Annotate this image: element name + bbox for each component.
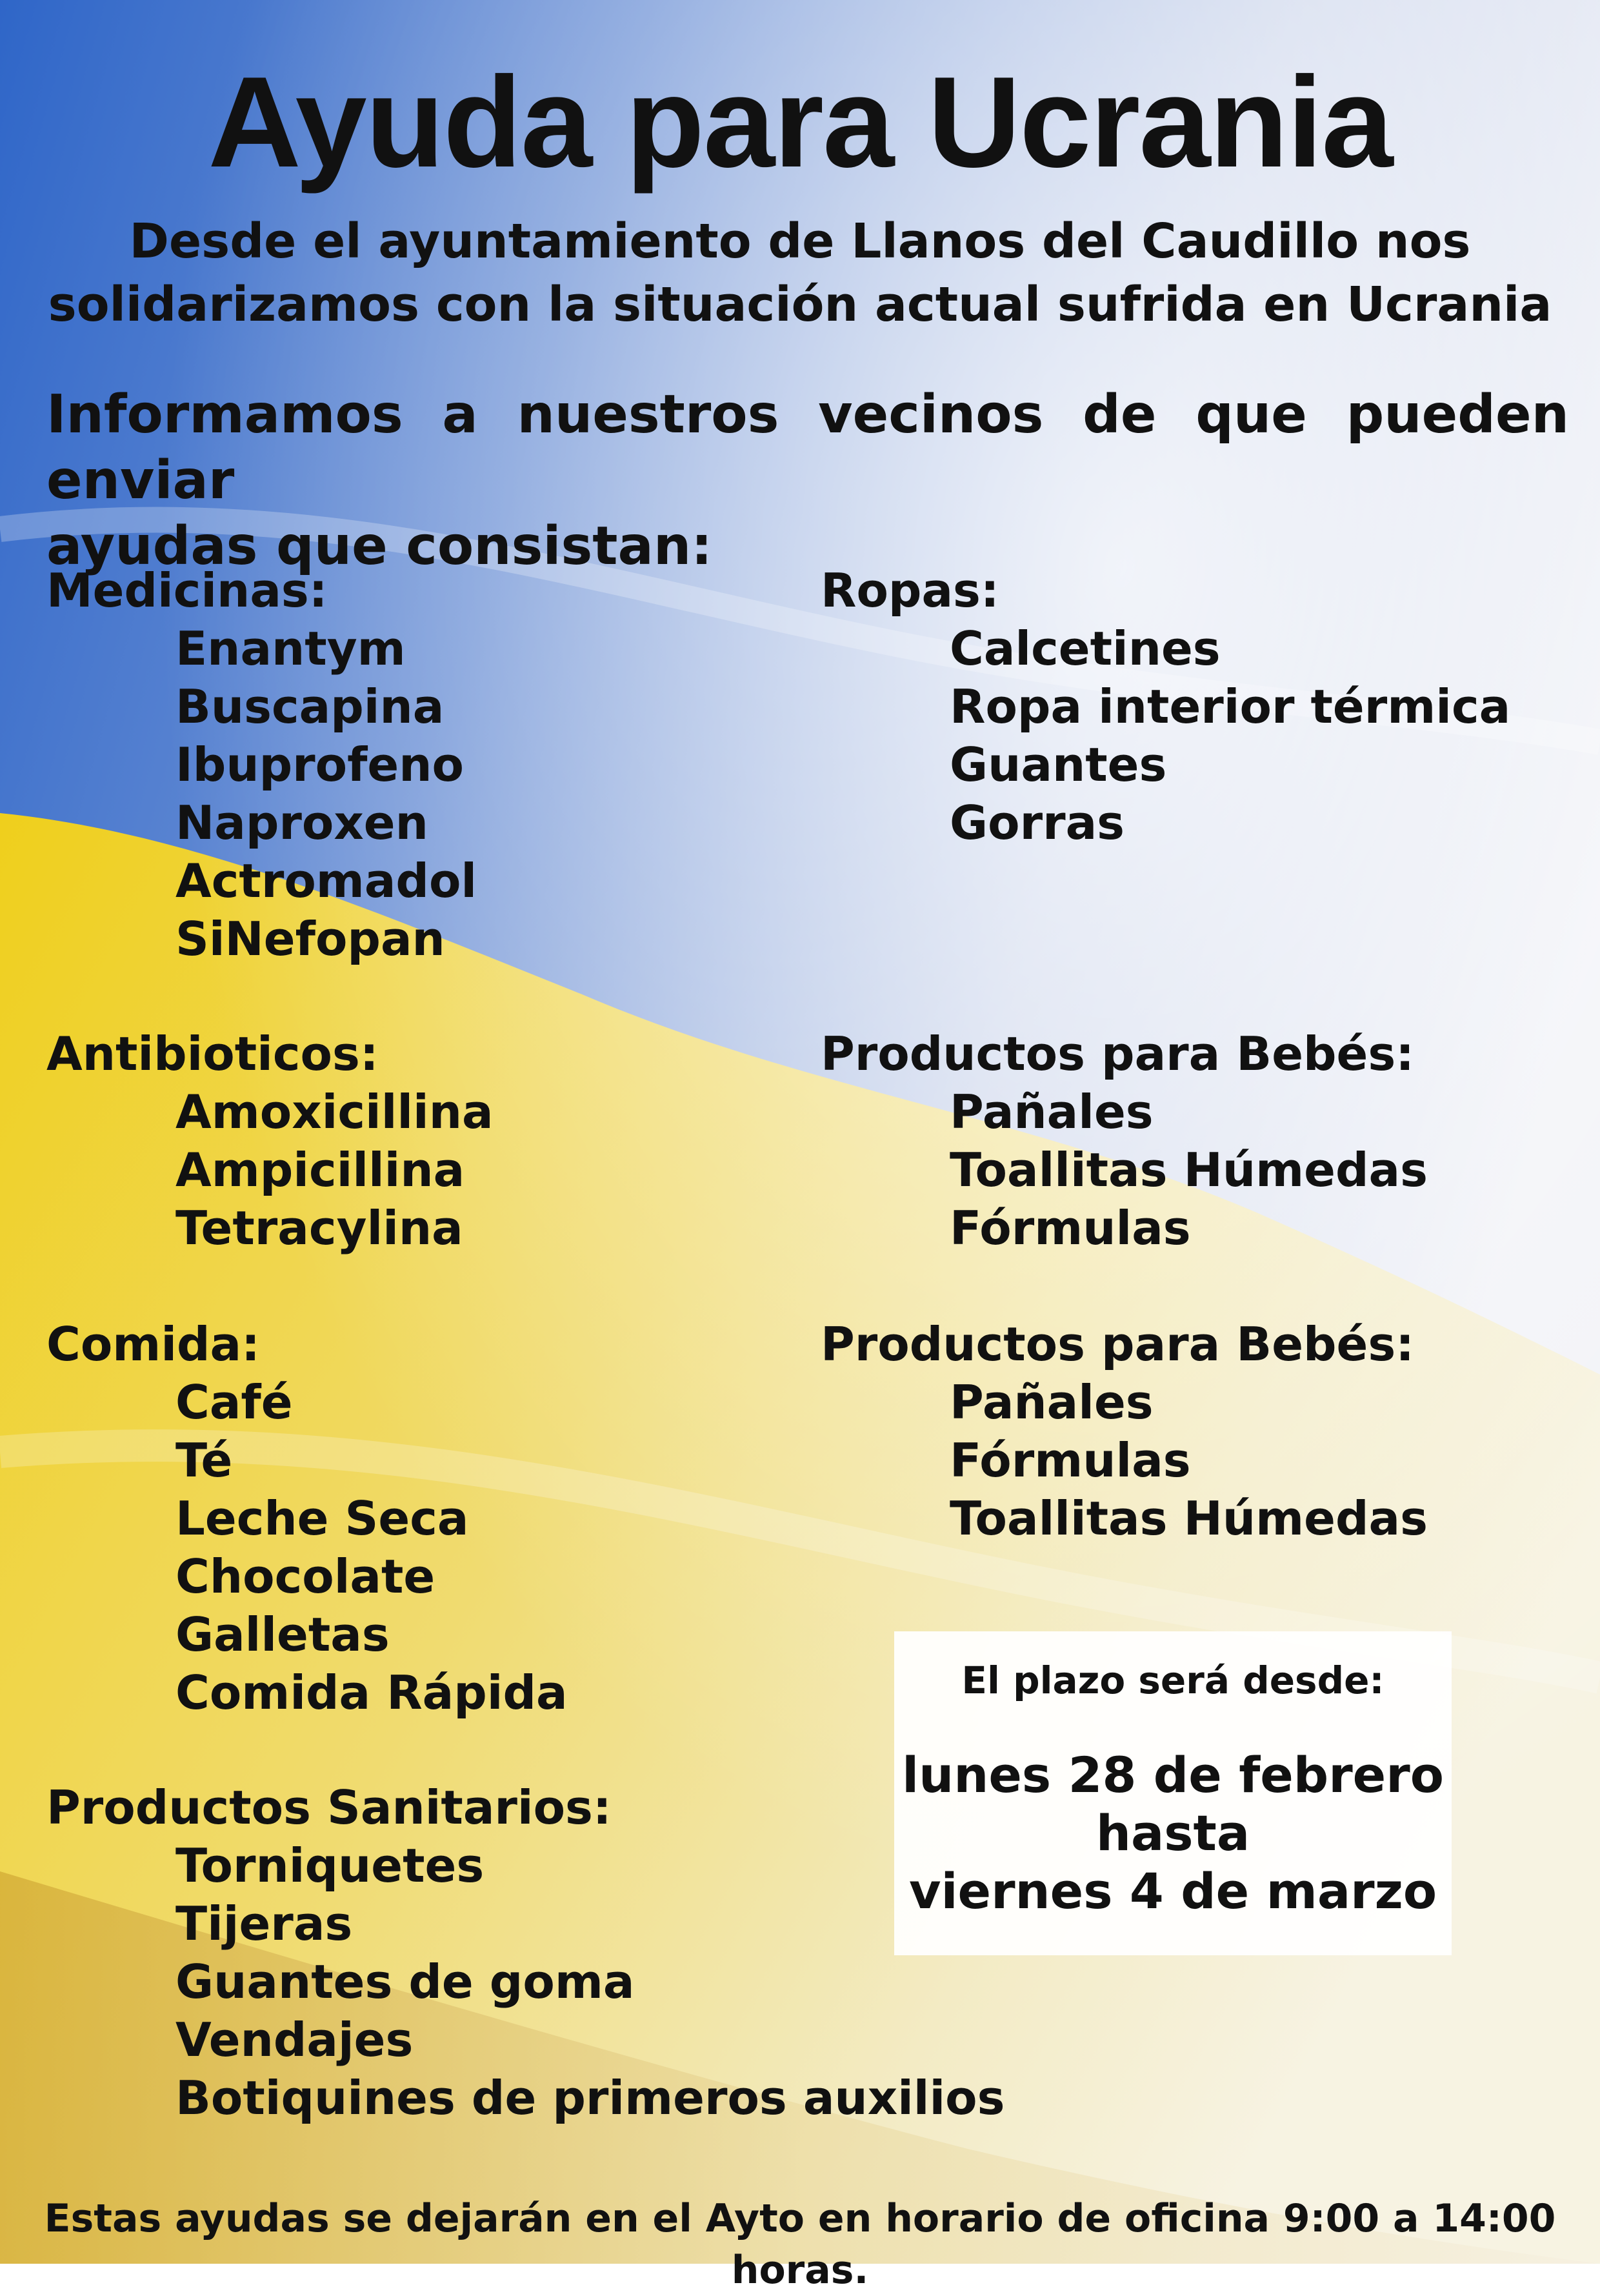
list-item: Chocolate xyxy=(175,1549,435,1604)
list-item: Toallitas Húmedas xyxy=(950,1491,1428,1546)
deadline-to: viernes 4 de marzo xyxy=(908,1862,1437,1920)
list-item: Fórmulas xyxy=(950,1433,1191,1487)
deadline-box xyxy=(894,1631,1452,1955)
group-heading: Medicinas: xyxy=(46,563,328,618)
info-line-2: ayudas que consistan: xyxy=(46,516,713,577)
group-medicinas xyxy=(46,561,477,968)
info-line-1: Informamos a nuestros vecinos de que pueden enviar xyxy=(46,384,1569,511)
list-item: Torniquetes xyxy=(175,1838,485,1893)
deadline-lead: El plazo será desde: xyxy=(961,1658,1385,1702)
group-heading: Productos para Bebés: xyxy=(821,1027,1415,1081)
list-item: Buscapina xyxy=(175,680,445,734)
list-item: Ampicillina xyxy=(175,1143,465,1197)
group-ropas xyxy=(821,561,1510,852)
group-productos-bebes-2 xyxy=(821,1315,1428,1547)
list-item: Ropa interior térmica xyxy=(950,680,1511,734)
list-item: Leche Seca xyxy=(175,1491,469,1546)
list-item: Té xyxy=(175,1433,233,1487)
list-item: Botiquines de primeros auxilios xyxy=(175,2071,1005,2125)
list-item: Vendajes xyxy=(175,2013,414,2067)
group-heading: Productos para Bebés: xyxy=(821,1317,1415,1371)
group-productos-sanitarios xyxy=(46,1778,1005,2127)
list-item: Enantym xyxy=(175,621,406,676)
intro-line-1: Desde el ayuntamiento de Llanos del Caudillo nos xyxy=(129,214,1471,269)
list-item: Fórmulas xyxy=(950,1201,1191,1255)
info-text xyxy=(46,382,1569,579)
list-item: Toallitas Húmedas xyxy=(950,1143,1428,1197)
list-item: Galletas xyxy=(175,1607,390,1662)
deadline-from: lunes 28 de febrero xyxy=(902,1746,1444,1804)
list-item: Calcetines xyxy=(950,621,1221,676)
list-item: SiNefopan xyxy=(175,912,445,966)
list-item: Ibuprofeno xyxy=(175,738,464,792)
list-item: Pañales xyxy=(950,1375,1154,1429)
page-title: Ayuda para Ucrania xyxy=(208,50,1392,194)
list-item: Tijeras xyxy=(175,1897,353,1951)
group-comida xyxy=(46,1315,568,1722)
footer-note: Estas ayudas se dejarán en el Ayto en horario de oficina 9:00 a 14:00 horas. xyxy=(44,2196,1556,2293)
intro-line-2: solidarizamos con la situación actual sufrida en Ucrania xyxy=(48,277,1552,332)
group-heading: Ropas: xyxy=(821,563,999,618)
group-productos-bebes-1 xyxy=(821,1025,1428,1257)
list-item: Café xyxy=(175,1375,293,1429)
group-antibioticos xyxy=(46,1025,494,1257)
list-item: Comida Rápida xyxy=(175,1666,568,1720)
intro-text xyxy=(39,210,1561,336)
list-item: Guantes de goma xyxy=(175,1955,635,2009)
list-item: Amoxicillina xyxy=(175,1085,494,1139)
group-heading: Antibioticos: xyxy=(46,1027,379,1081)
deadline-dates xyxy=(894,1746,1452,1920)
list-item: Gorras xyxy=(950,796,1125,850)
group-heading: Comida: xyxy=(46,1317,260,1371)
list-item: Actromadol xyxy=(175,854,477,908)
group-heading: Productos Sanitarios: xyxy=(46,1780,612,1835)
list-item: Guantes xyxy=(950,738,1167,792)
list-item: Pañales xyxy=(950,1085,1154,1139)
deadline-until: hasta xyxy=(1095,1804,1250,1862)
list-item: Naproxen xyxy=(175,796,428,850)
list-item: Tetracylina xyxy=(175,1201,463,1255)
